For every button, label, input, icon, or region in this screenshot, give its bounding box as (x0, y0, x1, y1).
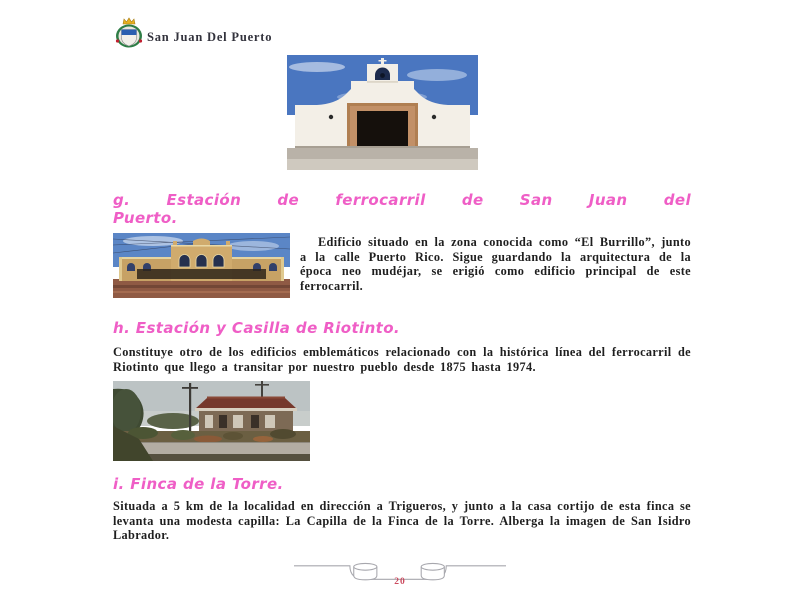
heading-finca-torre: i. Finca de la Torre. (113, 475, 284, 493)
town-crest-icon (110, 17, 148, 50)
heading-estacion-ferrocarril (113, 192, 691, 227)
paragraph-finca-bold: Capilla de la Finca de la Torre (306, 513, 491, 528)
paragraph-estacion-riotinto: Constituye otro de los edificios emblemáticos relacionado con la histórica línea del ferrocarril de Riotinto que llego a transitar por nuestro pueblo desde 1875 hasta 1974. (113, 345, 691, 374)
paragraph-finca-pre: Situada a 5 km de la localidad en dirección a Trigueros, y junto a la casa cortijo de esta finca se levanta una modesta capilla: La (113, 499, 691, 528)
paragraph-estacion-ferrocarril: Edificio situado en la zona conocida como “El Burrillo”, junto a la calle Puerto Rico. Sigue guardando la arquitectura de la época neo mudéjar, se erigió como edificio principal de este ferrocarril. (300, 235, 691, 294)
paragraph-finca-post: . Alberga la imagen de San Isidro Labrador. (113, 513, 691, 543)
page-number: 20 (394, 577, 406, 587)
riotinto-casilla-photo (113, 381, 310, 461)
heading-estacion-riotinto: h. Estación y Casilla de Riotinto. (113, 319, 401, 337)
header-title: San Juan Del Puerto (147, 30, 273, 44)
paragraph-finca-torre (113, 499, 691, 543)
heading-line-1: g. Estación de ferrocarril de San Juan del (113, 191, 691, 209)
chapel-photo (287, 55, 478, 170)
heading-line-2: Puerto. (113, 208, 178, 227)
railway-station-photo (113, 233, 290, 298)
